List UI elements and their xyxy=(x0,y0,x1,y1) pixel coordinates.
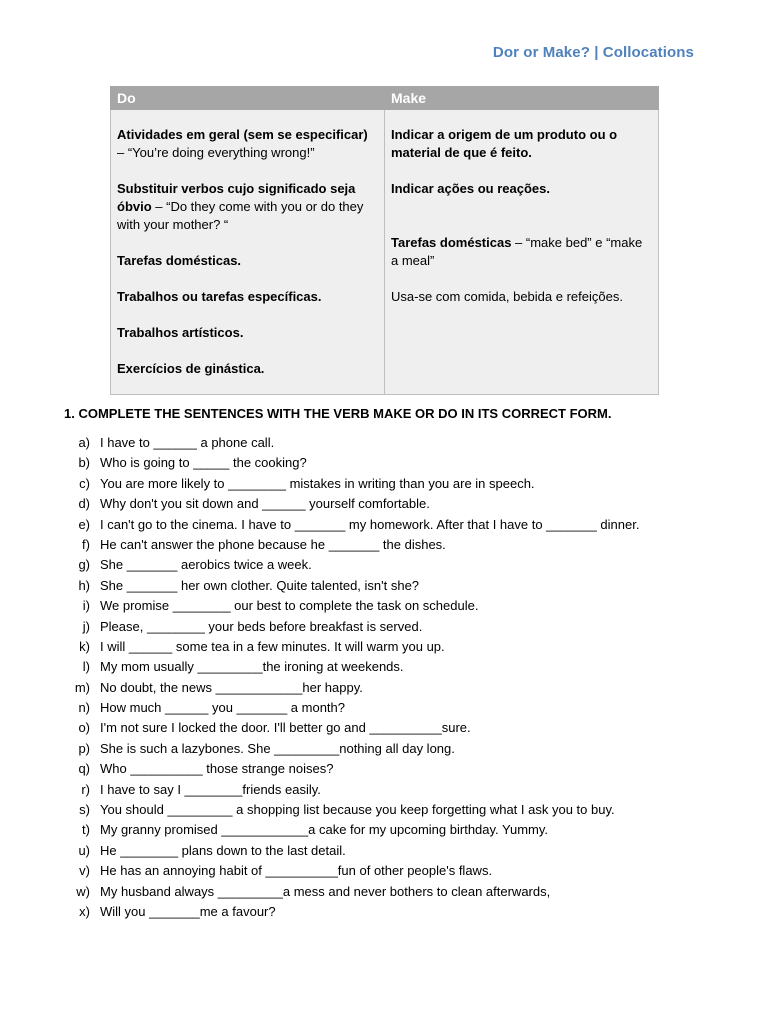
do-rule-bold-text: Trabalhos ou tarefas específicas. xyxy=(117,289,322,304)
do-rule-bold-text: Substituir verbos cujo significado seja óbvio xyxy=(117,181,356,214)
exercise-item-text: She _______ aerobics twice a week. xyxy=(100,557,312,573)
do-rule-bold-text: Tarefas domésticas. xyxy=(117,253,242,268)
make-rule-example-text: – “make bed” e “make a meal” xyxy=(391,235,643,268)
exercise-item xyxy=(60,902,740,922)
do-rule-example-text: – “Do they come with you or do they with your mother? “ xyxy=(117,199,364,232)
exercise-item xyxy=(60,759,740,779)
exercise-item xyxy=(60,718,740,738)
exercise-item-label: j) xyxy=(82,618,90,634)
make-rule-bold-text: Indicar a origem de um produto ou o material de que é feito. xyxy=(391,127,618,160)
column-header-make: Make xyxy=(385,87,659,110)
exercise-item-label: f) xyxy=(82,536,90,552)
exercise-item-label: d) xyxy=(78,496,90,512)
exercise-item xyxy=(60,535,740,555)
exercise-item-label: p) xyxy=(78,740,90,756)
exercise-item xyxy=(60,861,740,881)
exercise-item-label: g) xyxy=(78,557,90,573)
exercise-item-text: Please, ________ your beds before breakfast is served. xyxy=(100,618,423,634)
do-rule xyxy=(117,180,378,234)
exercise-item-text: I will ______ some tea in a few minutes. It will warm you up. xyxy=(100,638,445,654)
exercise-item-label: s) xyxy=(79,802,90,818)
make-rule xyxy=(391,234,652,270)
exercise-item xyxy=(60,433,740,453)
do-rule-bold-text: Exercícios de ginástica. xyxy=(117,361,265,376)
make-rule-bold-text: Indicar ações ou reações. xyxy=(391,181,550,196)
exercise-item-label: r) xyxy=(81,781,90,797)
do-rule-example-text: – “You’re doing everything wrong!” xyxy=(117,145,315,160)
exercise-item xyxy=(60,596,740,616)
exercise-item-text: Who is going to _____ the cooking? xyxy=(100,455,307,471)
exercise-item-label: e) xyxy=(78,516,90,532)
exercise-item xyxy=(60,515,740,535)
exercise-item-label: n) xyxy=(78,700,90,716)
exercise-item-label: m) xyxy=(74,679,90,695)
exercise-item-label: w) xyxy=(76,883,90,899)
exercise-item-text: He ________ plans down to the last detail. xyxy=(100,842,346,858)
exercise-item-text: How much ______ you _______ a month? xyxy=(100,700,346,716)
do-rule xyxy=(117,252,378,270)
exercise-item xyxy=(60,820,740,840)
exercise-item-text: He can't answer the phone because he _______ the dishes. xyxy=(100,536,446,552)
exercise-item xyxy=(60,800,740,820)
exercise-item-text: You should _________ a shopping list because you keep forgetting what I ask you to buy. xyxy=(100,802,615,818)
exercise-item-label: a) xyxy=(78,435,90,450)
exercise-item-label: h) xyxy=(78,577,90,593)
make-rule-bold-text: Tarefas domésticas xyxy=(391,235,512,250)
exercise-item xyxy=(60,474,740,494)
exercise-item-label: x) xyxy=(79,903,90,919)
make-rule xyxy=(391,288,652,306)
exercise-item-label: l) xyxy=(82,659,90,675)
exercise-item xyxy=(60,780,740,800)
exercise-item-text: My husband always _________a mess and never bothers to clean afterwards, xyxy=(100,883,551,899)
exercise-item-text: Why don't you sit down and ______ yourself comfortable. xyxy=(100,496,430,512)
do-rule-bold-text: Trabalhos artísticos. xyxy=(117,325,244,340)
exercise-item xyxy=(60,841,740,861)
do-rule xyxy=(117,126,378,162)
exercise-item-label: t) xyxy=(82,822,90,838)
exercise-item xyxy=(60,617,740,637)
exercise-item-label: c) xyxy=(79,475,90,491)
do-make-rules-table xyxy=(110,86,659,395)
do-rule xyxy=(117,360,378,378)
exercise-item-text: No doubt, the news ____________her happy. xyxy=(100,679,363,695)
column-header-do: Do xyxy=(111,87,385,110)
do-rule xyxy=(117,288,378,306)
exercise-item xyxy=(60,637,740,657)
exercise-item xyxy=(60,555,740,575)
exercise-item-text: She is such a lazybones. She _________nothing all day long. xyxy=(100,740,455,756)
exercise-item-label: u) xyxy=(78,842,90,858)
exercise-item-text: I have to ______ a phone call. xyxy=(100,435,275,450)
exercise-item-label: o) xyxy=(78,720,90,736)
make-rule xyxy=(391,180,652,198)
exercise-item xyxy=(60,698,740,718)
do-rules-cell xyxy=(111,110,385,395)
exercise-item xyxy=(60,678,740,698)
exercise-item xyxy=(60,657,740,677)
exercise-item xyxy=(60,882,740,902)
exercise-item-text: Who __________ those strange noises? xyxy=(100,761,334,777)
exercise-item-label: k) xyxy=(79,638,90,654)
exercise-title: 1. COMPLETE THE SENTENCES WITH THE VERB MAKE OR DO IN ITS CORRECT FORM. xyxy=(64,406,612,421)
exercise-item xyxy=(60,739,740,759)
exercise-item-text: She _______ her own clother. Quite talented, isn't she? xyxy=(100,577,420,593)
exercise-item-text: I can't go to the cinema. I have to _______ my homework. After that I have to _______ dinner. xyxy=(100,516,640,532)
make-rules-cell xyxy=(385,110,659,395)
exercise-item-text: My granny promised ____________a cake for my upcoming birthday. Yummy. xyxy=(100,822,549,838)
table-header-row xyxy=(111,87,659,110)
do-rule-bold-text: Atividades em geral (sem se especificar) xyxy=(117,127,368,142)
exercise-item-label: v) xyxy=(79,863,90,879)
exercise-item xyxy=(60,453,740,473)
exercise-item-label: b) xyxy=(78,455,90,471)
exercise-item-text: We promise ________ our best to complete the task on schedule. xyxy=(100,598,479,614)
page-header-title: Dor or Make? | Collocations xyxy=(492,44,694,61)
make-rule-example-text: Usa-se com comida, bebida e refeições. xyxy=(391,289,623,304)
exercise-item-text: He has an annoying habit of __________fun of other people's flaws. xyxy=(100,863,493,879)
table-body-row xyxy=(111,110,659,395)
exercise-item xyxy=(60,494,740,514)
make-rule xyxy=(391,126,652,162)
exercise-item-text: I have to say I ________friends easily. xyxy=(100,781,321,797)
exercise-item-text: I'm not sure I locked the door. I'll better go and __________sure. xyxy=(100,720,471,736)
exercise-sentence-list xyxy=(60,433,740,922)
exercise-item-text: You are more likely to ________ mistakes in writing than you are in speech. xyxy=(100,475,535,491)
do-rule xyxy=(117,324,378,342)
exercise-item-text: Will you _______me a favour? xyxy=(100,903,276,919)
exercise-item-label: q) xyxy=(78,761,90,777)
exercise-item xyxy=(60,576,740,596)
exercise-item-label: i) xyxy=(82,598,90,614)
exercise-item-text: My mom usually _________the ironing at weekends. xyxy=(100,659,404,675)
